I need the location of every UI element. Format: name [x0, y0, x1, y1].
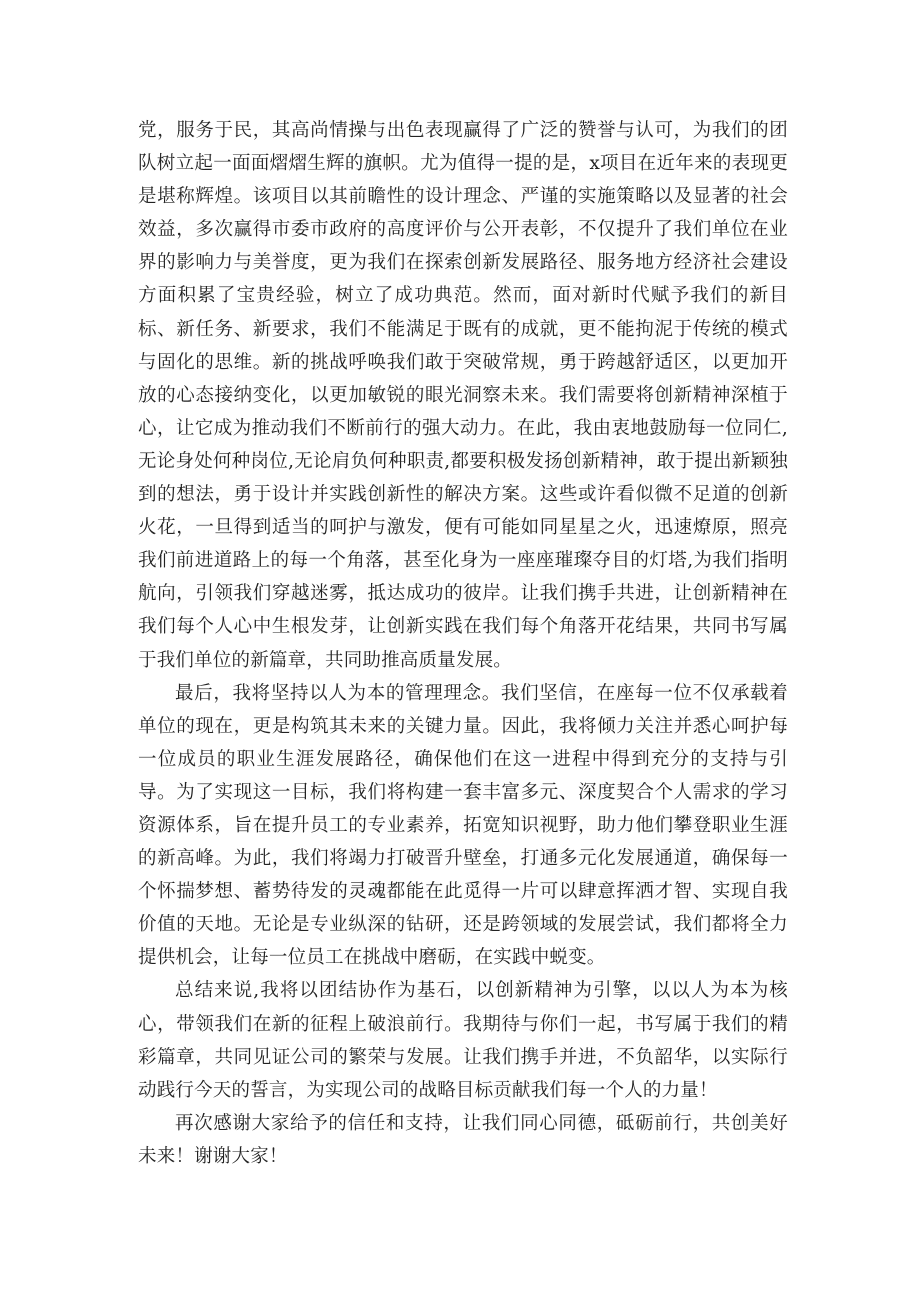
paragraph-1: 党，服务于民，其高尚情操与出色表现赢得了广泛的赞誉与认可，为我们的团队树立起一面面熠熠生辉的旗帜。尤为值得一提的是，x项目在近年来的表现更是堪称辉煌。该项目以其前瞻性的设计理念、严谨的实施策略以及显著的社会效益，多次赢得市委市政府的高度评价与公开表彰，不仅提升了我们单位在业界的影响力与美誉度，更为我们在探索创新发展路径、服务地方经济社会建设方面积累了宝贵经验，树立了成功典范。然而，面对新时代赋予我们的新目标、新任务、新要求，我们不能满足于既有的成就，更不能拘泥于传统的模式与固化的思维。新的挑战呼唤我们敢于突破常规，勇于跨越舒适区，以更加开放的心态接纳变化，以更加敏锐的眼光洞察未来。我们需要将创新精神深植于心，让它成为推动我们不断前行的强大动力。在此，我由衷地鼓励每一位同仁,无论身处何种岗位,无论肩负何种职责,都要积极发扬创新精神，敢于提出新颖独到的想法，勇于设计并实践创新性的解决方案。这些或许看似微不足道的创新火花，一旦得到适当的呵护与激发，便有可能如同星星之火，迅速燎原，照亮我们前进道路上的每一个角落，甚至化身为一座座璀璨夺目的灯塔,为我们指明航向，引领我们穿越迷雾，抵达成功的彼岸。让我们携手共进，让创新精神在我们每个人心中生根发芽，让创新实践在我们每个角落开花结果，共同书写属于我们单位的新篇章，共同助推高质量发展。 — [138, 120, 788, 671]
document-body — [138, 114, 788, 1173]
paragraph-4: 再次感谢大家给予的信任和支持，让我们同心同德，砥砺前行，共创美好未来！谢谢大家！ — [138, 1112, 788, 1167]
paragraph-3: 总结来说,我将以团结协作为基石，以创新精神为引擎，以以人为本为核心，带领我们在新的征程上破浪前行。我期待与你们一起，书写属于我们的精彩篇章，共同见证公司的繁荣与发展。让我们携手并进，不负韶华，以实际行动践行今天的誓言，为实现公司的战略目标贡献我们每一个人的力量！ — [138, 980, 788, 1101]
paragraph-2: 最后，我将坚持以人为本的管理理念。我们坚信，在座每一位不仅承载着单位的现在，更是构筑其未来的关键力量。因此，我将倾力关注并悉心呵护每一位成员的职业生涯发展路径，确保他们在这一进程中得到充分的支持与引导。为了实现这一目标，我们将构建一套丰富多元、深度契合个人需求的学习资源体系，旨在提升员工的专业素养，拓宽知识视野，助力他们攀登职业生涯的新高峰。为此，我们将竭力打破晋升壁垒，打通多元化发展通道，确保每一个怀揣梦想、蓄势待发的灵魂都能在此觅得一片可以肆意挥洒才智、实现自我价值的天地。无论是专业纵深的钻研，还是跨领域的发展尝试，我们都将全力提供机会，让每一位员工在挑战中磨砺，在实践中蜕变。 — [138, 682, 788, 969]
